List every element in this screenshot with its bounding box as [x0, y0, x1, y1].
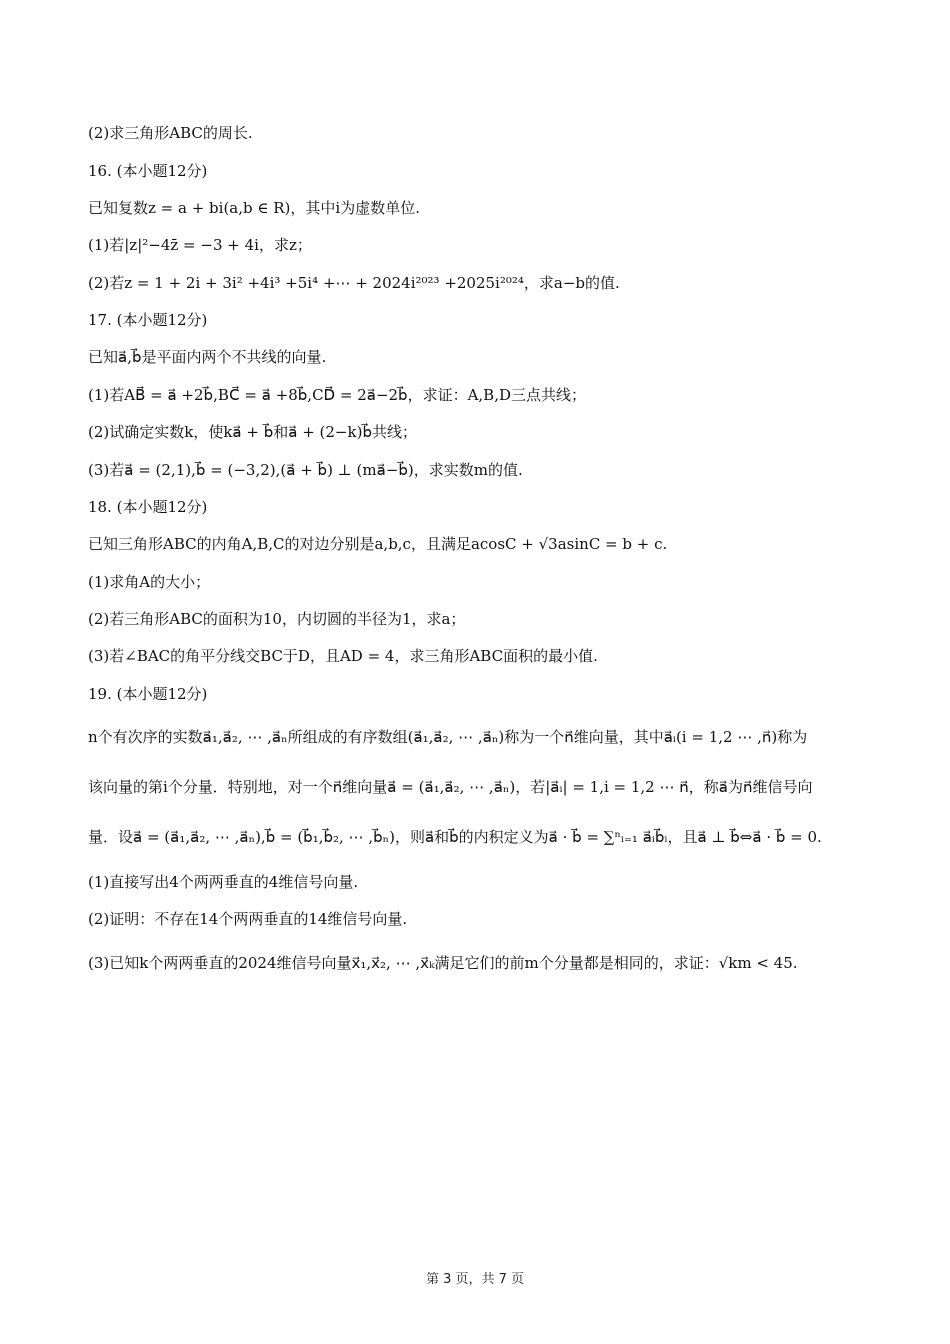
q18-part1: (1)求角A的大小；: [88, 573, 211, 591]
q16-part2: (2)若z = 1 + 2i + 3i² +4i³ +5i⁴ +⋯ + 2024i²⁰²³ +2025i²⁰²⁴，求a−b的值.: [88, 274, 620, 292]
q17-header: 17. (本小题12分): [88, 311, 208, 329]
q18-header: 18. (本小题12分): [88, 498, 208, 516]
q19-stem-line2: 该向量的第i个分量．特别地，对一个n⃗维向量a⃗ = (a⃗₁,a⃗₂, ⋯ ,a⃗ₙ)，若|a⃗ᵢ| = 1,i = 1,2 ⋯ n⃗，称a⃗为n⃗维信号向: [88, 778, 813, 796]
q16-header: 16. (本小题12分): [88, 162, 208, 180]
q16-part1: (1)若|z|²−4z̄ = −3 + 4i，求z；: [88, 236, 312, 254]
q19-stem-line3: 量．设a⃗ = (a⃗₁,a⃗₂, ⋯ ,a⃗ₙ),b⃗ = (b⃗₁,b⃗₂, ⋯ ,b⃗ₙ)，则a⃗和b⃗的内积定义为a⃗ · b⃗ = ∑ⁿᵢ₌₁ a⃗ᵢb⃗ᵢ，且a⃗ ⊥ b⃗⇔a⃗ · b⃗ = 0.: [88, 828, 822, 846]
q17-part2: (2)试确定实数k，使ka⃗ + b⃗和a⃗ + (2−k)b⃗共线；: [88, 423, 417, 441]
q15-part2: (2)求三角形ABC的周长.: [88, 124, 253, 142]
q17-part1: (1)若AB⃗ = a⃗ +2b⃗,BC⃗ = a⃗ +8b⃗,CD⃗ = 2a⃗−2b⃗，求证：A,B,D三点共线；: [88, 386, 586, 404]
q18-stem: 已知三角形ABC的内角A,B,C的对边分别是a,b,c，且满足acosC + √3asinC = b + c.: [88, 535, 668, 553]
q18-part3: (3)若∠BAC的角平分线交BC于D，且AD = 4，求三角形ABC面积的最小值.: [88, 647, 598, 665]
q16-stem: 已知复数z = a + bi(a,b ∈ R)，其中i为虚数单位.: [88, 199, 420, 217]
q19-part2: (2)证明：不存在14个两两垂直的14维信号向量.: [88, 910, 408, 928]
q17-stem: 已知a⃗,b⃗是平面内两个不共线的向量.: [88, 348, 327, 366]
page-footer: 第 3 页，共 7 页: [425, 1272, 525, 1287]
q18-part2: (2)若三角形ABC的面积为10，内切圆的半径为1，求a；: [88, 610, 466, 628]
q19-header: 19. (本小题12分): [88, 685, 208, 703]
q19-part3: (3)已知k个两两垂直的2024维信号向量x⃗₁,x⃗₂, ⋯ ,x⃗ₖ满足它们的前m个分量都是相同的，求证：√km < 45.: [88, 954, 798, 972]
q17-part3: (3)若a⃗ = (2,1),b⃗ = (−3,2),(a⃗ + b⃗) ⊥ (ma⃗−b⃗)，求实数m的值.: [88, 461, 523, 479]
q19-part1: (1)直接写出4个两两垂直的4维信号向量.: [88, 873, 359, 891]
q19-stem-line1: n个有次序的实数a⃗₁,a⃗₂, ⋯ ,a⃗ₙ所组成的有序数组(a⃗₁,a⃗₂, ⋯ ,a⃗ₙ)称为一个n⃗维向量，其中a⃗ᵢ(i = 1,2 ⋯ ,n⃗)称为: [88, 728, 808, 746]
